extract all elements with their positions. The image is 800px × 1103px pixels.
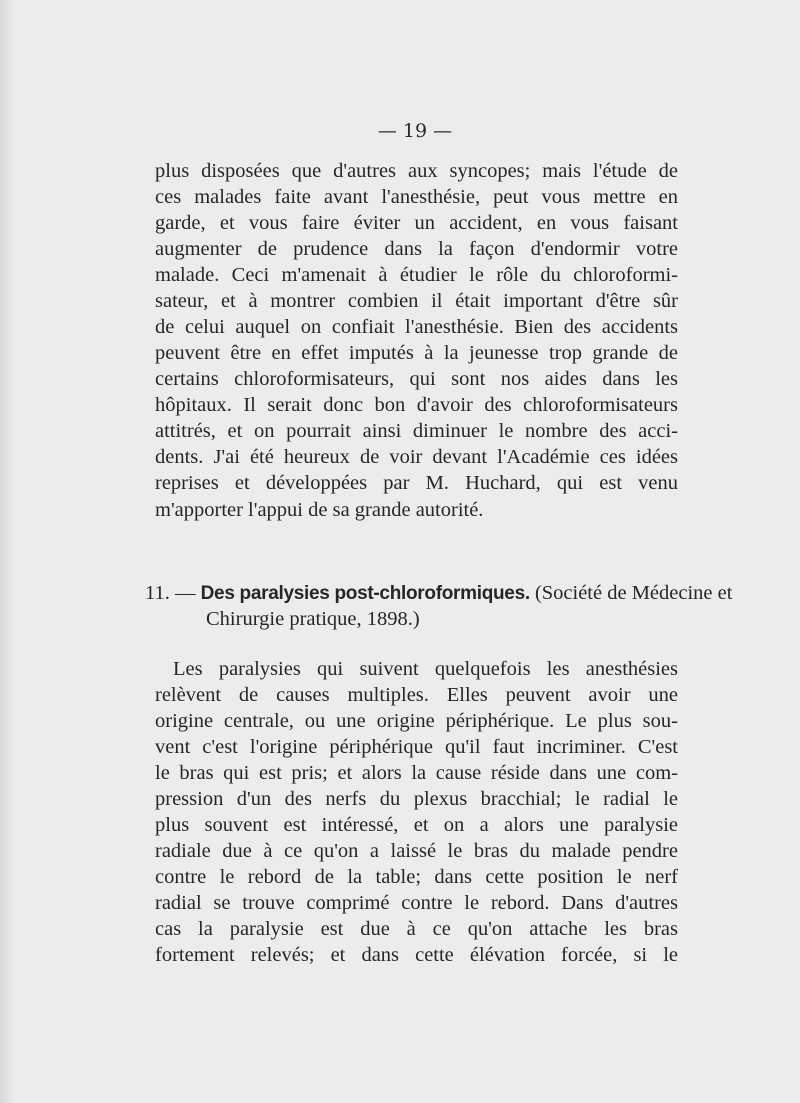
section-number: 11. —	[145, 582, 196, 604]
text-line: origine centrale, ou une origine périphérique. Le plus sou-	[155, 710, 678, 732]
text-line: garde, et vous faire éviter un accident, en vous faisant	[155, 212, 678, 234]
section-source-continued: Chirurgie pratique, 1898.)	[206, 608, 420, 630]
text-line: ces malades faite avant l'anesthésie, peut vous mettre en	[155, 186, 678, 208]
text-line: contre le rebord de la table; dans cette position le nerf	[155, 866, 678, 888]
page-number: — 19 —	[377, 120, 453, 142]
text-line: de celui auquel on confiait l'anesthésie. Bien des accidents	[155, 316, 678, 338]
text-line: peuvent être en effet imputés à la jeunesse trop grande de	[155, 342, 678, 364]
text-line: relèvent de causes multiples. Elles peuvent avoir une	[155, 684, 678, 706]
text-line: plus disposées que d'autres aux syncopes; mais l'étude de	[155, 160, 678, 182]
text-line: dents. J'ai été heureux de voir devant l'Académie ces idées	[155, 446, 678, 468]
text-line: fortement relevés; et dans cette élévation forcée, si le	[155, 944, 678, 966]
text-line: attitrés, et on pourrait ainsi diminuer le nombre des acci-	[155, 420, 678, 442]
text-line: certains chloroformisateurs, qui sont nos aides dans les	[155, 368, 678, 390]
text-line: cas la paralysie est due à ce qu'on attache les bras	[155, 918, 678, 940]
text-line: radiale due à ce qu'on a laissé le bras du malade pendre	[155, 840, 678, 862]
page-gutter-shadow	[0, 0, 14, 1103]
text-line: augmenter de prudence dans la façon d'endormir votre	[155, 238, 678, 260]
text-line: plus souvent est intéressé, et on a alors une paralysie	[155, 814, 678, 836]
section-source: (Société de Médecine et	[534, 582, 733, 604]
section-title: Des paralysies post-chloroformiques.	[200, 583, 530, 604]
text-line: hôpitaux. Il serait donc bon d'avoir des chloroformisateurs	[155, 394, 678, 416]
text-line: sateur, et à montrer combien il était important d'être sûr	[155, 290, 678, 312]
text-line: radial se trouve comprimé contre le rebord. Dans d'autres	[155, 892, 678, 914]
text-line: malade. Ceci m'amenait à étudier le rôle du chloroformi-	[155, 264, 678, 286]
section-heading-line	[145, 580, 732, 607]
text-line: Les paralysies qui suivent quelquefois les anesthésies	[173, 658, 678, 680]
text-line: reprises et développées par M. Huchard, qui est venu	[155, 472, 678, 494]
text-line: vent c'est l'origine périphérique qu'il faut incriminer. C'est	[155, 736, 678, 758]
text-line: pression d'un des nerfs du plexus bracchial; le radial le	[155, 788, 678, 810]
text-line: le bras qui est pris; et alors la cause réside dans une com-	[155, 762, 678, 784]
text-line: m'apporter l'appui de sa grande autorité.	[155, 499, 484, 521]
